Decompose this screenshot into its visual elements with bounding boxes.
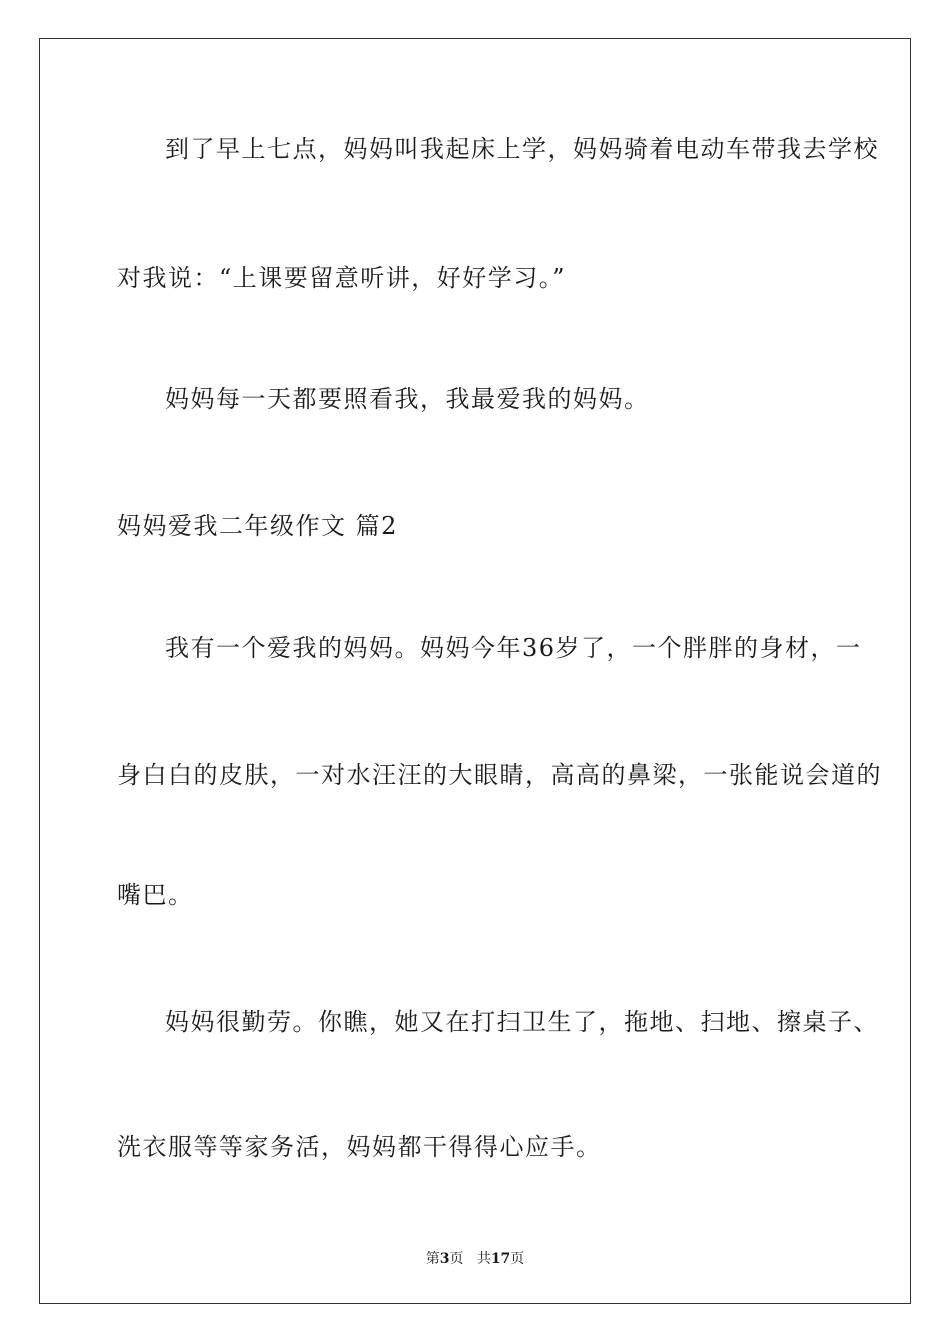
paragraph-line: 洗衣服等等家务活，妈妈都干得得心应手。 — [117, 1133, 602, 1161]
page-number: 3 — [439, 1251, 450, 1267]
total-pages: 17 — [490, 1251, 511, 1267]
section-heading: 妈妈爱我二年级作文 篇2 — [117, 512, 398, 540]
paragraph-line: 身白白的皮肤，一对水汪汪的大眼睛，高高的鼻梁，一张能说会道的 — [117, 761, 882, 789]
page-suffix: 页 — [449, 1251, 464, 1267]
total-prefix: 共 — [476, 1251, 491, 1267]
paragraph-line: 嘴巴。 — [117, 881, 194, 909]
paragraph-line: 我有一个爱我的妈妈。妈妈今年36岁了，一个胖胖的身材，一 — [165, 634, 862, 662]
page-prefix: 第 — [425, 1251, 440, 1267]
paragraph-line: 对我说：“上课要留意听讲，好好学习。” — [117, 264, 567, 292]
paragraph-line: 妈妈很勤劳。你瞧，她又在打扫卫生了，拖地、扫地、擦桌子、 — [165, 1008, 879, 1036]
total-suffix: 页 — [510, 1251, 525, 1267]
page-footer — [0, 1248, 950, 1268]
paragraph-line: 到了早上七点，妈妈叫我起床上学，妈妈骑着电动车带我去学校 — [165, 135, 879, 163]
page-border — [39, 38, 911, 1304]
paragraph-line: 妈妈每一天都要照看我，我最爱我的妈妈。 — [165, 385, 650, 413]
